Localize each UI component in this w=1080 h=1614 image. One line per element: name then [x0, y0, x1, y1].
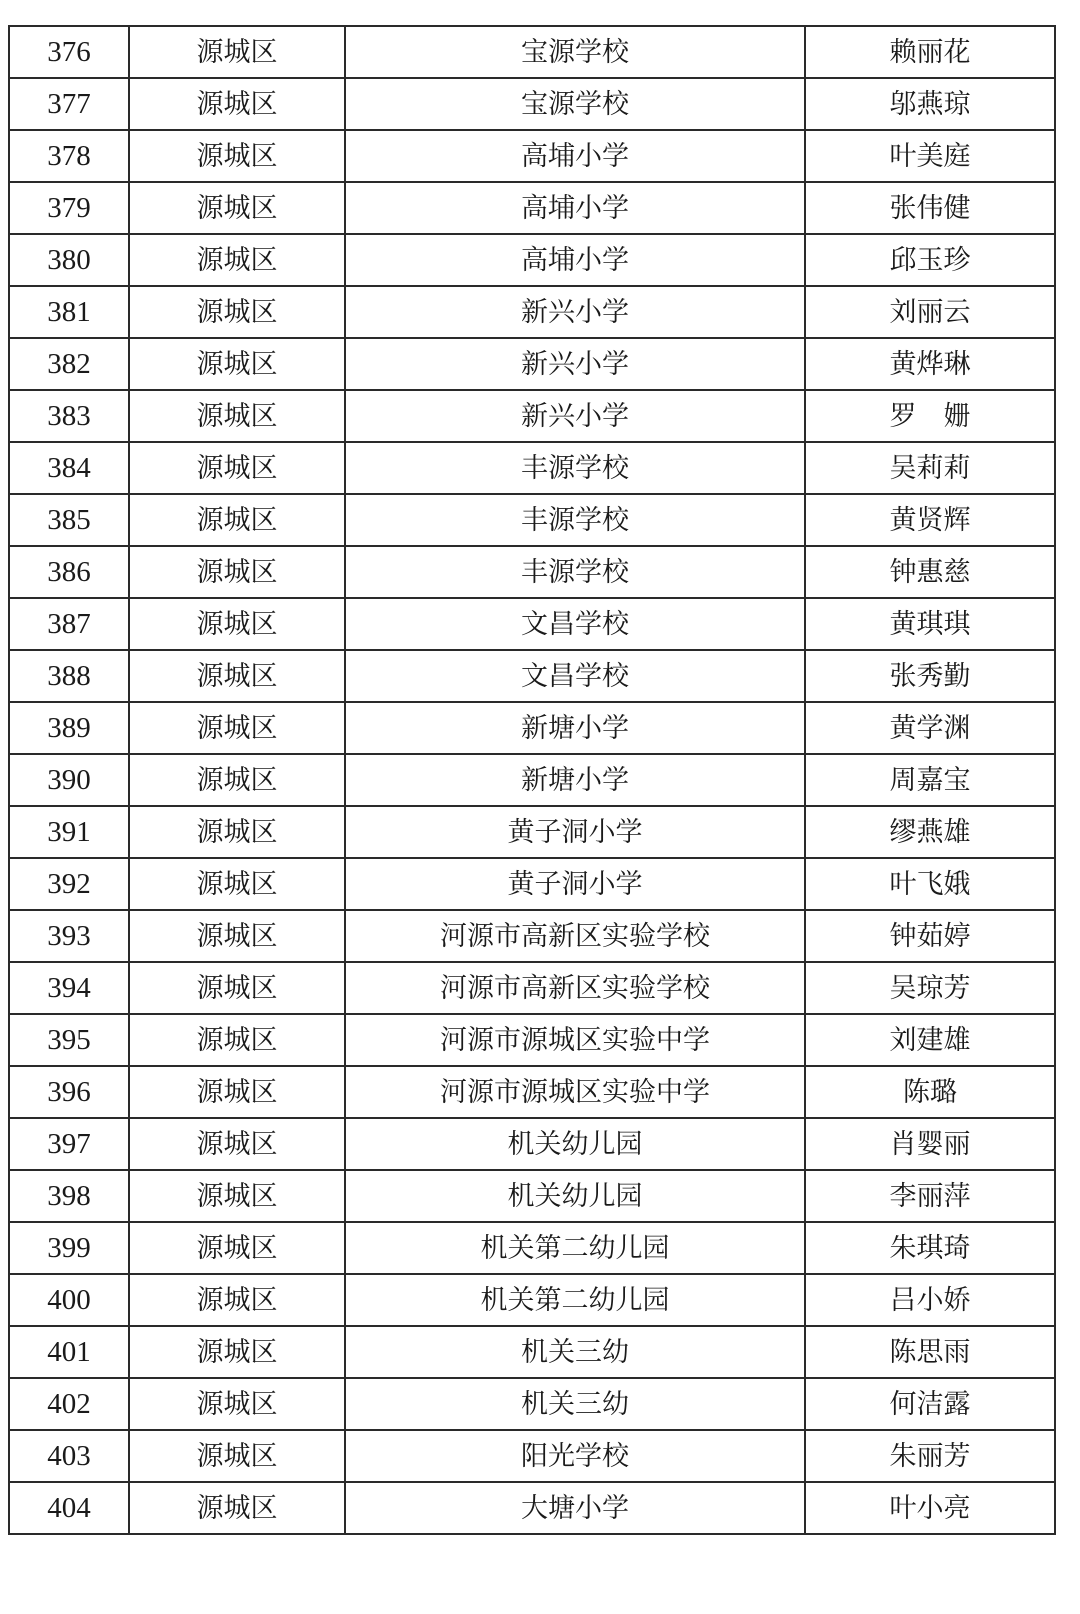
- row-number-cell: 385: [9, 494, 129, 546]
- district-cell: 源城区: [129, 1378, 345, 1430]
- district-cell: 源城区: [129, 1170, 345, 1222]
- table-row: [9, 78, 1055, 130]
- row-number-cell: 381: [9, 286, 129, 338]
- row-number-cell: 397: [9, 1118, 129, 1170]
- school-cell: 黄子洞小学: [345, 858, 805, 910]
- teacher-name-cell: 何洁露: [805, 1378, 1055, 1430]
- row-number-cell: 392: [9, 858, 129, 910]
- row-number-cell: 386: [9, 546, 129, 598]
- table-row: [9, 130, 1055, 182]
- school-cell: 新兴小学: [345, 338, 805, 390]
- table-row: [9, 1482, 1055, 1534]
- table-row: [9, 26, 1055, 78]
- school-cell: 文昌学校: [345, 598, 805, 650]
- table-row: [9, 390, 1055, 442]
- district-cell: 源城区: [129, 234, 345, 286]
- table-row: [9, 1014, 1055, 1066]
- row-number-cell: 380: [9, 234, 129, 286]
- table-row: [9, 598, 1055, 650]
- teacher-name-cell: 黄烨琳: [805, 338, 1055, 390]
- row-number-cell: 401: [9, 1326, 129, 1378]
- roster-table-container: [8, 25, 1054, 1535]
- school-cell: 新塘小学: [345, 702, 805, 754]
- district-cell: 源城区: [129, 1482, 345, 1534]
- table-row: [9, 182, 1055, 234]
- school-cell: 丰源学校: [345, 546, 805, 598]
- district-cell: 源城区: [129, 806, 345, 858]
- district-cell: 源城区: [129, 962, 345, 1014]
- district-cell: 源城区: [129, 1222, 345, 1274]
- teacher-name-cell: 叶美庭: [805, 130, 1055, 182]
- table-row: [9, 806, 1055, 858]
- row-number-cell: 384: [9, 442, 129, 494]
- school-cell: 宝源学校: [345, 78, 805, 130]
- school-cell: 河源市高新区实验学校: [345, 910, 805, 962]
- table-row: [9, 910, 1055, 962]
- teacher-name-cell: 张秀勤: [805, 650, 1055, 702]
- teacher-name-cell: 邱玉珍: [805, 234, 1055, 286]
- row-number-cell: 403: [9, 1430, 129, 1482]
- table-row: [9, 234, 1055, 286]
- district-cell: 源城区: [129, 858, 345, 910]
- district-cell: 源城区: [129, 546, 345, 598]
- school-cell: 黄子洞小学: [345, 806, 805, 858]
- district-cell: 源城区: [129, 390, 345, 442]
- teacher-name-cell: 邬燕琼: [805, 78, 1055, 130]
- district-cell: 源城区: [129, 1274, 345, 1326]
- table-row: [9, 1274, 1055, 1326]
- school-cell: 机关三幼: [345, 1378, 805, 1430]
- row-number-cell: 396: [9, 1066, 129, 1118]
- school-cell: 丰源学校: [345, 442, 805, 494]
- teacher-name-cell: 周嘉宝: [805, 754, 1055, 806]
- table-row: [9, 1066, 1055, 1118]
- teacher-name-cell: 吕小娇: [805, 1274, 1055, 1326]
- district-cell: 源城区: [129, 910, 345, 962]
- table-row: [9, 754, 1055, 806]
- school-cell: 机关第二幼儿园: [345, 1274, 805, 1326]
- teacher-name-cell: 罗 姗: [805, 390, 1055, 442]
- table-row: [9, 1378, 1055, 1430]
- teacher-name-cell: 吴琼芳: [805, 962, 1055, 1014]
- teacher-name-cell: 黄琪琪: [805, 598, 1055, 650]
- school-cell: 新塘小学: [345, 754, 805, 806]
- teacher-name-cell: 刘建雄: [805, 1014, 1055, 1066]
- district-cell: 源城区: [129, 702, 345, 754]
- teacher-name-cell: 朱琪琦: [805, 1222, 1055, 1274]
- district-cell: 源城区: [129, 338, 345, 390]
- row-number-cell: 398: [9, 1170, 129, 1222]
- row-number-cell: 387: [9, 598, 129, 650]
- district-cell: 源城区: [129, 1014, 345, 1066]
- teacher-name-cell: 刘丽云: [805, 286, 1055, 338]
- district-cell: 源城区: [129, 754, 345, 806]
- district-cell: 源城区: [129, 1430, 345, 1482]
- teacher-name-cell: 黄贤辉: [805, 494, 1055, 546]
- school-cell: 新兴小学: [345, 286, 805, 338]
- table-row: [9, 338, 1055, 390]
- row-number-cell: 388: [9, 650, 129, 702]
- school-cell: 宝源学校: [345, 26, 805, 78]
- district-cell: 源城区: [129, 494, 345, 546]
- table-row: [9, 1118, 1055, 1170]
- table-row: [9, 494, 1055, 546]
- teacher-name-cell: 肖婴丽: [805, 1118, 1055, 1170]
- school-cell: 河源市源城区实验中学: [345, 1014, 805, 1066]
- row-number-cell: 376: [9, 26, 129, 78]
- teacher-name-cell: 李丽萍: [805, 1170, 1055, 1222]
- teacher-name-cell: 缪燕雄: [805, 806, 1055, 858]
- school-cell: 高埔小学: [345, 182, 805, 234]
- row-number-cell: 377: [9, 78, 129, 130]
- row-number-cell: 391: [9, 806, 129, 858]
- teacher-name-cell: 赖丽花: [805, 26, 1055, 78]
- teacher-name-cell: 陈思雨: [805, 1326, 1055, 1378]
- roster-table-body: [9, 26, 1055, 1534]
- table-row: [9, 442, 1055, 494]
- school-cell: 机关三幼: [345, 1326, 805, 1378]
- school-cell: 阳光学校: [345, 1430, 805, 1482]
- district-cell: 源城区: [129, 130, 345, 182]
- row-number-cell: 395: [9, 1014, 129, 1066]
- row-number-cell: 382: [9, 338, 129, 390]
- table-row: [9, 962, 1055, 1014]
- row-number-cell: 399: [9, 1222, 129, 1274]
- school-cell: 高埔小学: [345, 234, 805, 286]
- district-cell: 源城区: [129, 650, 345, 702]
- row-number-cell: 379: [9, 182, 129, 234]
- table-row: [9, 1326, 1055, 1378]
- school-cell: 丰源学校: [345, 494, 805, 546]
- row-number-cell: 393: [9, 910, 129, 962]
- teacher-name-cell: 钟惠慈: [805, 546, 1055, 598]
- row-number-cell: 400: [9, 1274, 129, 1326]
- teacher-name-cell: 叶飞娥: [805, 858, 1055, 910]
- teacher-name-cell: 钟茹婷: [805, 910, 1055, 962]
- row-number-cell: 390: [9, 754, 129, 806]
- table-row: [9, 702, 1055, 754]
- table-row: [9, 1222, 1055, 1274]
- school-cell: 河源市源城区实验中学: [345, 1066, 805, 1118]
- row-number-cell: 394: [9, 962, 129, 1014]
- school-cell: 机关幼儿园: [345, 1170, 805, 1222]
- school-cell: 高埔小学: [345, 130, 805, 182]
- school-cell: 新兴小学: [345, 390, 805, 442]
- district-cell: 源城区: [129, 182, 345, 234]
- table-row: [9, 286, 1055, 338]
- row-number-cell: 389: [9, 702, 129, 754]
- table-row: [9, 858, 1055, 910]
- district-cell: 源城区: [129, 598, 345, 650]
- school-cell: 文昌学校: [345, 650, 805, 702]
- teacher-name-cell: 叶小亮: [805, 1482, 1055, 1534]
- district-cell: 源城区: [129, 1066, 345, 1118]
- district-cell: 源城区: [129, 78, 345, 130]
- roster-table: [8, 25, 1056, 1535]
- district-cell: 源城区: [129, 286, 345, 338]
- teacher-name-cell: 张伟健: [805, 182, 1055, 234]
- teacher-name-cell: 吴莉莉: [805, 442, 1055, 494]
- teacher-name-cell: 黄学渊: [805, 702, 1055, 754]
- row-number-cell: 404: [9, 1482, 129, 1534]
- school-cell: 大塘小学: [345, 1482, 805, 1534]
- school-cell: 机关幼儿园: [345, 1118, 805, 1170]
- row-number-cell: 383: [9, 390, 129, 442]
- school-cell: 河源市高新区实验学校: [345, 962, 805, 1014]
- table-row: [9, 1170, 1055, 1222]
- district-cell: 源城区: [129, 26, 345, 78]
- row-number-cell: 402: [9, 1378, 129, 1430]
- district-cell: 源城区: [129, 1326, 345, 1378]
- teacher-name-cell: 朱丽芳: [805, 1430, 1055, 1482]
- table-row: [9, 546, 1055, 598]
- district-cell: 源城区: [129, 1118, 345, 1170]
- teacher-name-cell: 陈璐: [805, 1066, 1055, 1118]
- school-cell: 机关第二幼儿园: [345, 1222, 805, 1274]
- table-row: [9, 650, 1055, 702]
- district-cell: 源城区: [129, 442, 345, 494]
- table-row: [9, 1430, 1055, 1482]
- row-number-cell: 378: [9, 130, 129, 182]
